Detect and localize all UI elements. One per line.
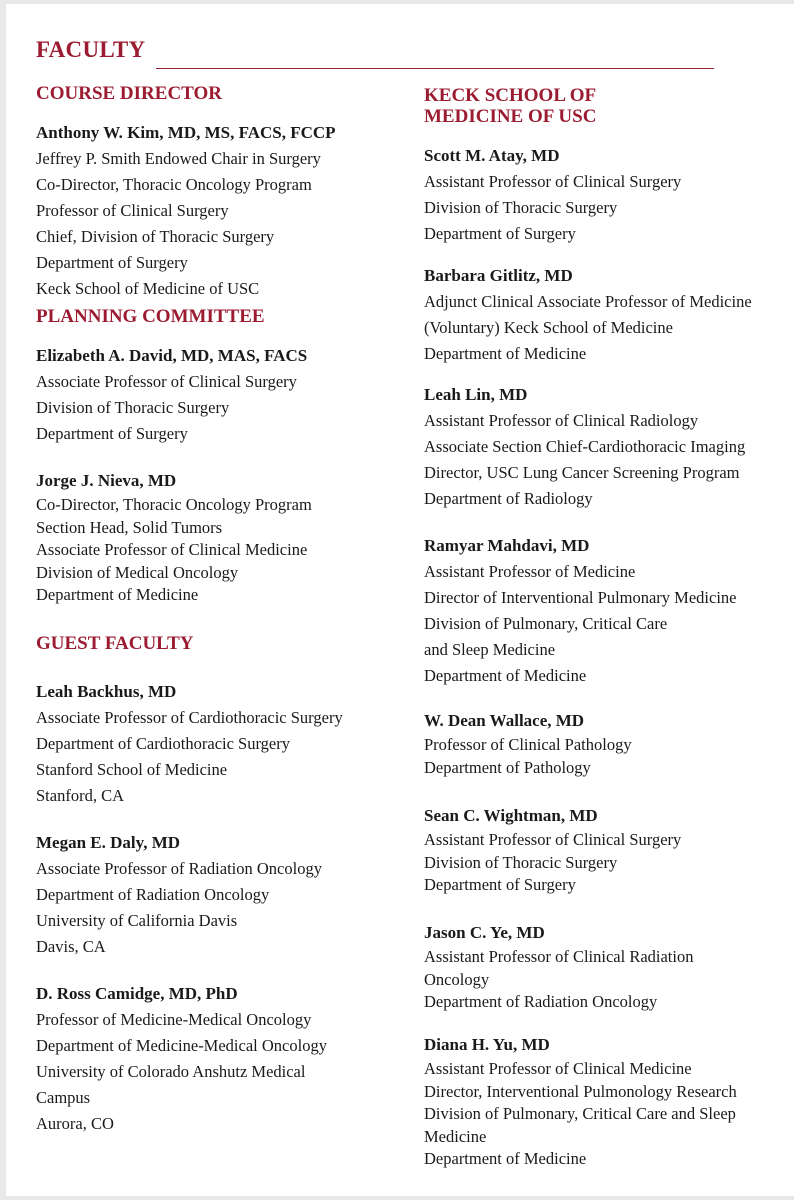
faculty-detail-line: Professor of Clinical Pathology: [424, 735, 632, 754]
faculty-detail-line: Department of Surgery: [36, 253, 188, 272]
faculty-name: Scott M. Atay, MD: [424, 146, 560, 165]
faculty-detail-line: Davis, CA: [36, 937, 106, 956]
faculty-entry-gitlitz: [424, 263, 794, 367]
faculty-detail-line: University of California Davis: [36, 911, 238, 930]
heading-keck-school: [424, 85, 596, 127]
faculty-detail-line: Associate Section Chief-Cardiothoracic Imaging: [424, 437, 746, 456]
faculty-detail-line: Department of Medicine: [424, 344, 587, 363]
faculty-detail-line: Medicine: [424, 1126, 487, 1146]
faculty-detail-line: Chief, Division of Thoracic Surgery: [36, 227, 275, 246]
heading-keck-line2: MEDICINE OF USC: [424, 106, 597, 127]
faculty-detail-line: Department of Radiation Oncology: [424, 992, 658, 1011]
heading-course-director: COURSE DIRECTOR: [36, 83, 222, 104]
faculty-entry-daly: [36, 830, 408, 960]
faculty-detail-line: Department of Medicine: [424, 1149, 587, 1168]
faculty-detail-line: Division of Medical Oncology: [36, 562, 239, 582]
faculty-detail-line: Assistant Professor of Medicine: [424, 562, 636, 581]
faculty-detail-line: Division of Pulmonary, Critical Care: [424, 614, 668, 633]
faculty-entry-backhus: [36, 679, 408, 809]
faculty-entry-mahdavi: [424, 533, 794, 689]
faculty-detail-line: Division of Thoracic Surgery: [424, 198, 618, 217]
faculty-entry-kim: [36, 120, 408, 302]
faculty-detail-line: Associate Professor of Clinical Surgery: [36, 372, 297, 391]
faculty-entry-wallace: [424, 708, 794, 779]
document-page: [6, 4, 794, 1196]
faculty-detail-line: Professor of Clinical Surgery: [36, 201, 229, 220]
faculty-name: W. Dean Wallace, MD: [424, 711, 585, 730]
faculty-detail-line: Division of Thoracic Surgery: [424, 852, 618, 872]
faculty-name: Leah Backhus, MD: [36, 682, 177, 701]
faculty-detail-line: Assistant Professor of Clinical Medicine: [424, 1059, 692, 1078]
faculty-detail-line: Oncology: [424, 969, 490, 989]
faculty-entry-ye: [424, 920, 794, 1014]
faculty-name: Anthony W. Kim, MD, MS, FACS, FCCP: [36, 123, 336, 142]
faculty-detail-line: Director, Interventional Pulmonology Research: [424, 1081, 737, 1101]
faculty-detail-line: Department of Medicine-Medical Oncology: [36, 1036, 327, 1055]
faculty-entry-david: [36, 343, 408, 447]
faculty-name: Megan E. Daly, MD: [36, 833, 181, 852]
heading-guest-faculty: GUEST FACULTY: [36, 633, 194, 654]
faculty-entry-lin: [424, 382, 794, 512]
faculty-detail-line: Assistant Professor of Clinical Surgery: [424, 830, 682, 849]
faculty-detail-line: Department of Medicine: [36, 585, 199, 604]
faculty-detail-line: Division of Pulmonary, Critical Care and Sleep: [424, 1104, 736, 1123]
faculty-name: D. Ross Camidge, MD, PhD: [36, 984, 238, 1003]
faculty-detail-line: Associate Professor of Radiation Oncology: [36, 859, 322, 878]
heading-planning-committee: PLANNING COMMITTEE: [36, 306, 265, 327]
faculty-detail-line: Department of Surgery: [424, 875, 576, 894]
faculty-name: Leah Lin, MD: [424, 385, 528, 404]
heading-keck-line1: KECK SCHOOL OF: [424, 85, 597, 106]
faculty-detail-line: (Voluntary) Keck School of Medicine: [424, 318, 673, 337]
faculty-name: Barbara Gitlitz, MD: [424, 266, 573, 285]
faculty-entry-camidge: [36, 981, 408, 1137]
faculty-detail-line: Department of Radiology: [424, 489, 593, 508]
faculty-detail-line: Director, USC Lung Cancer Screening Program: [424, 463, 740, 482]
faculty-name: Sean C. Wightman, MD: [424, 806, 598, 825]
faculty-detail-line: Assistant Professor of Clinical Radiology: [424, 411, 699, 430]
faculty-detail-line: Department of Medicine: [424, 666, 587, 685]
faculty-detail-line: Stanford School of Medicine: [36, 760, 228, 779]
faculty-entry-atay: [424, 143, 794, 247]
faculty-detail-line: Co-Director, Thoracic Oncology Program: [36, 495, 312, 514]
faculty-detail-line: Director of Interventional Pulmonary Medicine: [424, 588, 737, 607]
faculty-detail-line: Associate Professor of Clinical Medicine: [36, 540, 308, 559]
faculty-detail-line: Stanford, CA: [36, 786, 124, 805]
faculty-detail-line: Assistant Professor of Clinical Radiation: [424, 947, 694, 966]
faculty-title: FACULTY: [36, 37, 146, 62]
faculty-name: Ramyar Mahdavi, MD: [424, 536, 590, 555]
faculty-detail-line: Department of Surgery: [36, 424, 188, 443]
faculty-detail-line: Associate Professor of Cardiothoracic Surgery: [36, 708, 343, 727]
faculty-entry-wightman: [424, 803, 794, 897]
faculty-detail-line: Professor of Medicine-Medical Oncology: [36, 1010, 312, 1029]
title-divider: [156, 68, 714, 69]
faculty-detail-line: Jeffrey P. Smith Endowed Chair in Surgery: [36, 149, 321, 168]
faculty-detail-line: University of Colorado Anshutz Medical: [36, 1062, 306, 1081]
faculty-name: Jason C. Ye, MD: [424, 923, 545, 942]
faculty-detail-line: Department of Cardiothoracic Surgery: [36, 734, 290, 753]
faculty-name: Elizabeth A. David, MD, MAS, FACS: [36, 346, 308, 365]
faculty-detail-line: Adjunct Clinical Associate Professor of Medicine: [424, 292, 752, 311]
faculty-detail-line: Division of Thoracic Surgery: [36, 398, 230, 417]
faculty-detail-line: Assistant Professor of Clinical Surgery: [424, 172, 682, 191]
faculty-detail-line: Keck School of Medicine of USC: [36, 279, 260, 298]
faculty-detail-line: and Sleep Medicine: [424, 640, 556, 659]
faculty-name: Diana H. Yu, MD: [424, 1035, 550, 1054]
faculty-detail-line: Department of Radiation Oncology: [36, 885, 270, 904]
faculty-detail-line: Campus: [36, 1088, 91, 1107]
faculty-entry-yu: [424, 1032, 794, 1171]
faculty-detail-line: Aurora, CO: [36, 1114, 114, 1133]
faculty-detail-line: Co-Director, Thoracic Oncology Program: [36, 175, 312, 194]
faculty-entry-nieva: [36, 468, 408, 607]
faculty-detail-line: Department of Pathology: [424, 757, 591, 777]
faculty-detail-line: Section Head, Solid Tumors: [36, 517, 223, 537]
faculty-detail-line: Department of Surgery: [424, 224, 576, 243]
faculty-name: Jorge J. Nieva, MD: [36, 471, 177, 490]
